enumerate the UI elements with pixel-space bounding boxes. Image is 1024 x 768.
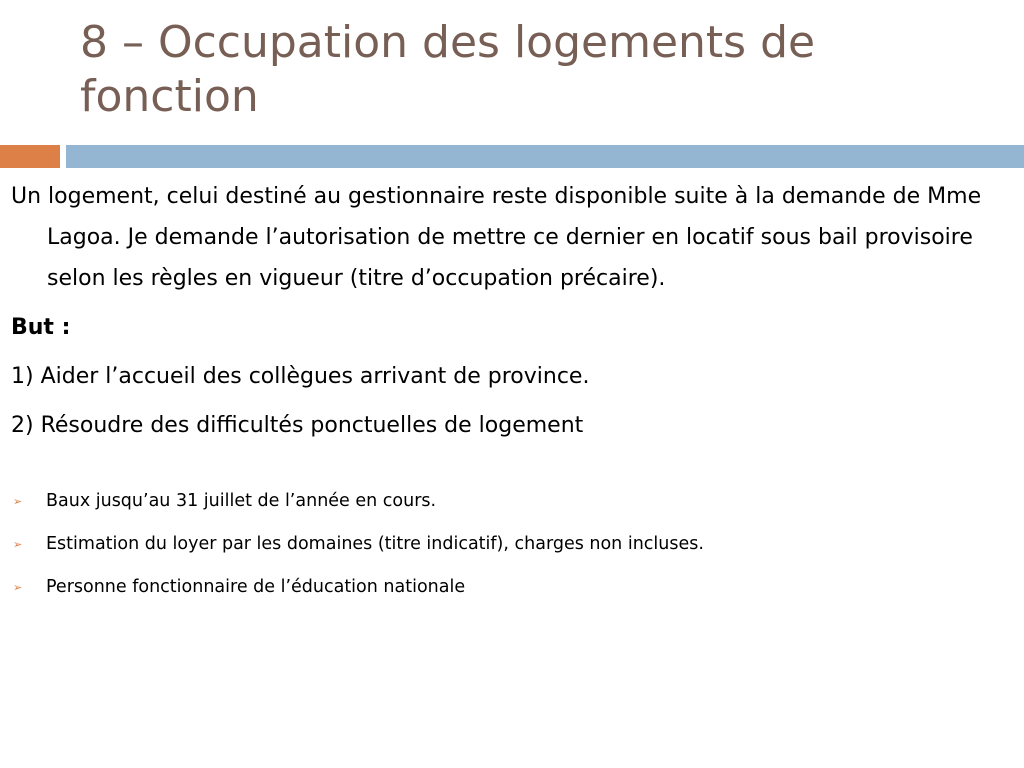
slide-body [11,176,1011,619]
arrow-bullet-icon: ➢ [13,581,23,594]
bullet-list [11,490,1011,599]
bullet-item [11,490,1011,513]
goal-label: But : [11,315,71,340]
goal-item-1: 1) Aider l’accueil des collègues arrivant de province. [11,364,590,389]
bullet-text: Personne fonctionnaire de l’éducation nationale [46,577,466,597]
arrow-bullet-icon: ➢ [13,495,23,508]
bullet-item [11,533,1011,556]
slide-title: 8 – Occupation des logements de fonction [80,17,816,122]
goal-item-2: 2) Résoudre des difficultés ponctuelles de logement [11,413,584,438]
intro-paragraph: Un logement, celui destiné au gestionnaire reste disponible suite à la demande de Mme Lagoa. Je demande l’autorisation de mettre ce dernier en locatif sous bail provisoire selon les règles en vigueur (titre d’occupation précaire). [11,184,982,291]
arrow-bullet-icon: ➢ [13,538,23,551]
bullet-text: Estimation du loyer par les domaines (titre indicatif), charges non incluses. [46,534,704,554]
bullet-item [11,576,1011,599]
title-accent-bar-orange [0,145,60,168]
title-accent-bar-blue [66,145,1024,168]
bullet-text: Baux jusqu’au 31 juillet de l’année en cours. [46,491,437,511]
